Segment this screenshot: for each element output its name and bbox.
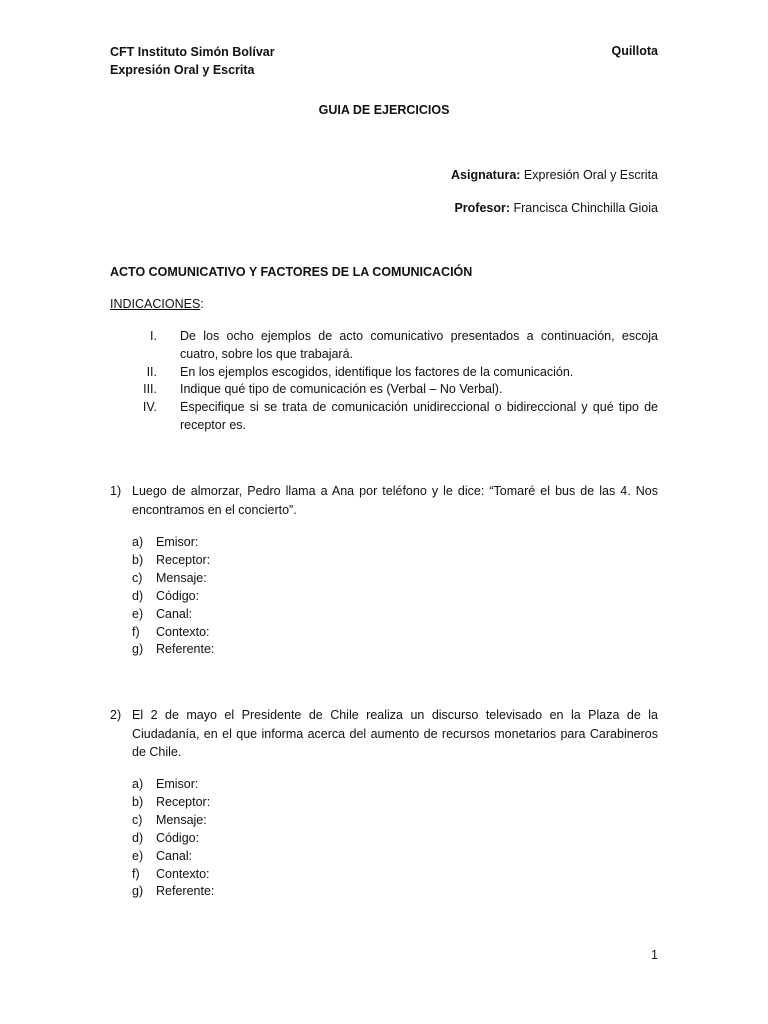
item-label: Referente: [156, 884, 215, 899]
item-label: Contexto: [156, 624, 210, 639]
list-item [132, 624, 214, 642]
item-letter: c) [132, 812, 143, 827]
item-letter: a) [132, 777, 144, 791]
item-letter: e) [132, 848, 144, 863]
institution-name: CFT Instituto Simón Bolívar [110, 45, 275, 59]
list-item [132, 641, 214, 659]
item-letter: f) [132, 866, 140, 881]
course-name: Expresión Oral y Escrita [110, 62, 255, 77]
item-letter: b) [132, 552, 144, 567]
item-letter: g) [132, 884, 144, 899]
subject-label: Asignatura: [451, 168, 521, 182]
item-letter: e) [132, 606, 144, 621]
item-letter: d) [132, 588, 144, 603]
list-text: En los ejemplos escogidos, identifique los factores de la comunicación. [180, 364, 574, 379]
page-number: 1 [651, 948, 658, 962]
item-label: Receptor: [156, 552, 211, 567]
item-label: Contexto: [156, 866, 210, 881]
question-number: 1) [110, 484, 122, 498]
list-item [132, 552, 214, 570]
item-letter: c) [132, 570, 143, 585]
list-item [132, 830, 214, 848]
indications-label: INDICACIONES [110, 297, 201, 311]
list-text: Indique qué tipo de comunicación es (Verbal – No Verbal). [180, 382, 503, 397]
question-number: 2) [110, 708, 122, 722]
teacher-label: Profesor: [454, 201, 511, 215]
list-number: III. [143, 382, 157, 397]
list-item [132, 812, 214, 830]
item-letter: b) [132, 794, 144, 809]
item-label: Código: [156, 588, 200, 603]
indications-list [110, 328, 658, 435]
list-item [132, 606, 214, 624]
list-item [110, 399, 658, 435]
subject-line [451, 168, 658, 182]
question-1-items [132, 534, 214, 659]
item-letter: f) [132, 624, 140, 639]
list-text: De los ocho ejemplos de acto comunicativo presentados a continuación, escoja cuatro, sobre los que trabajará. [180, 329, 658, 361]
list-item [132, 866, 214, 884]
list-item [132, 848, 214, 866]
page-header-left [110, 44, 275, 79]
item-letter: g) [132, 642, 144, 657]
list-item [132, 588, 214, 606]
item-label: Emisor: [156, 535, 199, 549]
question-2-items [132, 776, 214, 901]
item-letter: d) [132, 830, 144, 845]
item-label: Referente: [156, 642, 215, 657]
item-label: Receptor: [156, 794, 211, 809]
question-1 [110, 482, 658, 519]
list-item [132, 776, 214, 794]
document-title: GUIA DE EJERCICIOS [318, 103, 450, 117]
list-text: Especifique si se trata de comunicación unidireccional o bidireccional y qué tipo de receptor es. [180, 400, 658, 432]
list-number: II. [146, 364, 157, 379]
header-city: Quillota [611, 44, 658, 58]
list-item [132, 570, 214, 588]
subject-value: Expresión Oral y Escrita [520, 168, 658, 182]
list-item [110, 328, 658, 364]
indications-heading [110, 297, 204, 311]
indications-colon: : [200, 297, 204, 311]
question-text: El 2 de mayo el Presidente de Chile realiza un discurso televisado en la Plaza de la Ciudadanía, en el que informa acerca del aumento de recursos monetarios para Carabineros de Chile. [132, 708, 658, 759]
item-letter: a) [132, 535, 144, 549]
teacher-line [454, 201, 658, 215]
item-label: Canal: [156, 848, 193, 863]
list-item [132, 794, 214, 812]
list-item [110, 364, 658, 382]
question-text: Luego de almorzar, Pedro llama a Ana por teléfono y le dice: “Tomaré el bus de las 4. Nos encontramos en el concierto”. [132, 484, 658, 517]
section-title: ACTO COMUNICATIVO Y FACTORES DE LA COMUNICACIÓN [110, 265, 473, 279]
list-item [132, 883, 214, 901]
item-label: Mensaje: [156, 570, 207, 585]
list-item [132, 534, 214, 552]
list-item [110, 381, 658, 399]
list-number: IV. [142, 400, 157, 415]
list-number: I. [150, 329, 157, 343]
item-label: Código: [156, 830, 200, 845]
item-label: Mensaje: [156, 812, 207, 827]
item-label: Emisor: [156, 777, 199, 791]
teacher-value: Francisca Chinchilla Gioia [510, 201, 658, 215]
item-label: Canal: [156, 606, 193, 621]
question-2 [110, 706, 658, 762]
